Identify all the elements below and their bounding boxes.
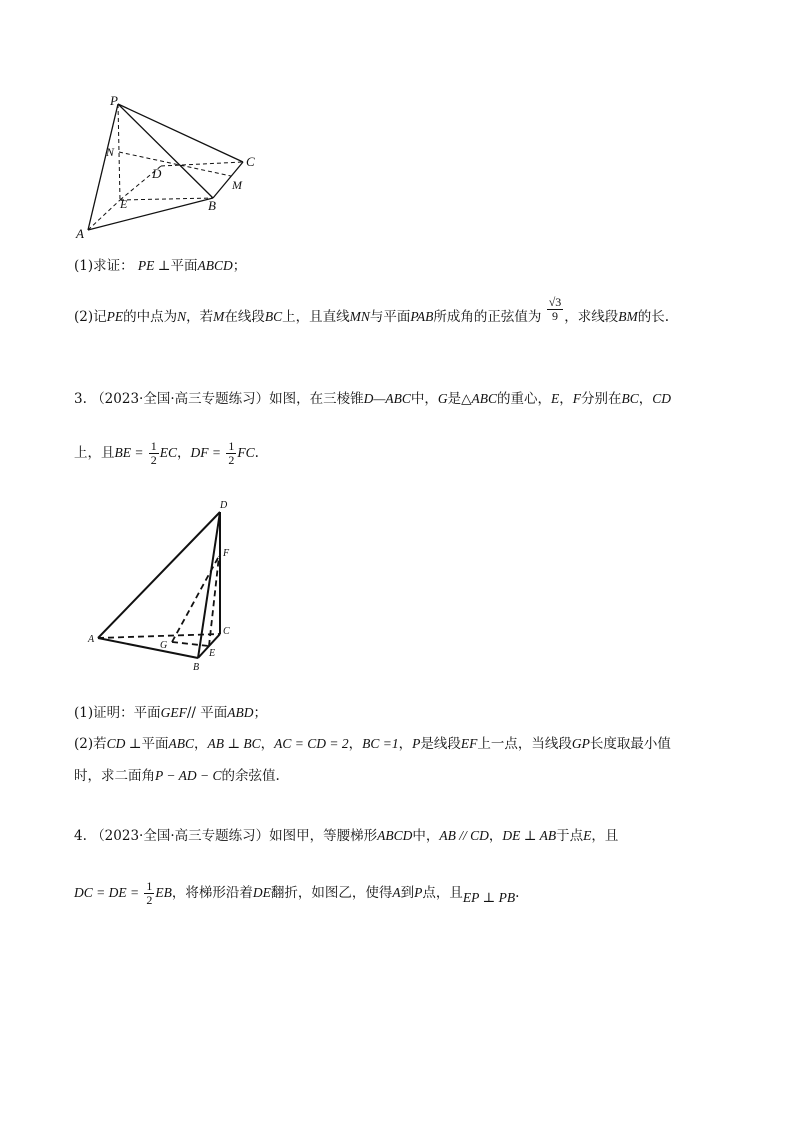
q3-source: （2023·全国·高三专题练习） — [91, 391, 270, 407]
fraction-one-half-2: $\frac{1}{2}$ — [228, 439, 235, 467]
fig1-label-n: N — [106, 145, 115, 159]
figure-pyramid-pabcd — [70, 92, 270, 244]
fig1-label-b: B — [208, 198, 216, 213]
q3-part2-line2: 时，求二面角P − AD − C的余弦值. — [74, 768, 280, 784]
fraction-one-half: $\frac{1}{2}$ — [150, 439, 157, 467]
fig2-label-a: A — [88, 634, 95, 645]
fig2-label-f: F — [223, 548, 230, 559]
fig1-label-e: E — [120, 197, 128, 211]
q4-stem-line2: DC = DE = $\frac{1}{2}$ EB，将梯形沿着DE翻折，如图乙，使得A到P点，且EP ⊥ PB. — [74, 879, 520, 907]
fig2-label-c: C — [223, 626, 230, 637]
fig2-label-b: B — [193, 662, 200, 673]
q4-stem-line1: 4. （2023·全国·高三专题练习）如图甲，等腰梯形ABCD中，AB // CD，DE ⊥ AB于点E，且 — [74, 828, 619, 844]
fig1-label-m: M — [232, 178, 242, 192]
q2-part2: (2)记PE的中点为N，若M在线段BC上，且直线MN与平面PAB所成角的正弦值为 $\frac{√3}{9}$ ，求线段BM的长. — [74, 295, 670, 325]
q2-part1: (1)求证： PE ⊥平面ABCD； — [74, 258, 247, 274]
fig2-label-e: E — [209, 648, 216, 659]
fig1-label-c: C — [246, 154, 255, 169]
fig2-label-g: G — [160, 640, 168, 651]
q3-number: 3. — [74, 391, 87, 407]
q4-number: 4. — [74, 828, 87, 844]
q3-stem-line1: 3. （2023·全国·高三专题练习）如图，在三棱锥D—ABC中，G是△ABC的重心，E，F分别在BC，CD — [74, 391, 672, 407]
q4-source: （2023·全国·高三专题练习） — [91, 828, 270, 844]
fig2-label-d: D — [220, 500, 228, 511]
fig1-label-a: A — [76, 226, 84, 241]
q3-part1: (1)证明：平面GEF// 平面ABD； — [74, 705, 268, 721]
fraction-one-half-3: $\frac{1}{2}$ — [146, 879, 153, 907]
fig1-label-p: P — [110, 93, 118, 108]
figure-tetrahedron-dabc — [82, 496, 252, 676]
fig1-label-d: D — [152, 166, 162, 181]
q3-part2-line1: (2)若CD ⊥平面ABC，AB ⊥ BC，AC = CD = 2，BC =1，P是线段EF上一点，当线段GP长度取最小值 — [74, 736, 671, 752]
fraction-sqrt3-over-9: $\frac{√3}{9}$ — [548, 295, 562, 323]
q3-stem-line2: 上，且BE = $\frac{1}{2}$ EC，DF = $\frac{1}{2}$ FC. — [74, 439, 259, 467]
